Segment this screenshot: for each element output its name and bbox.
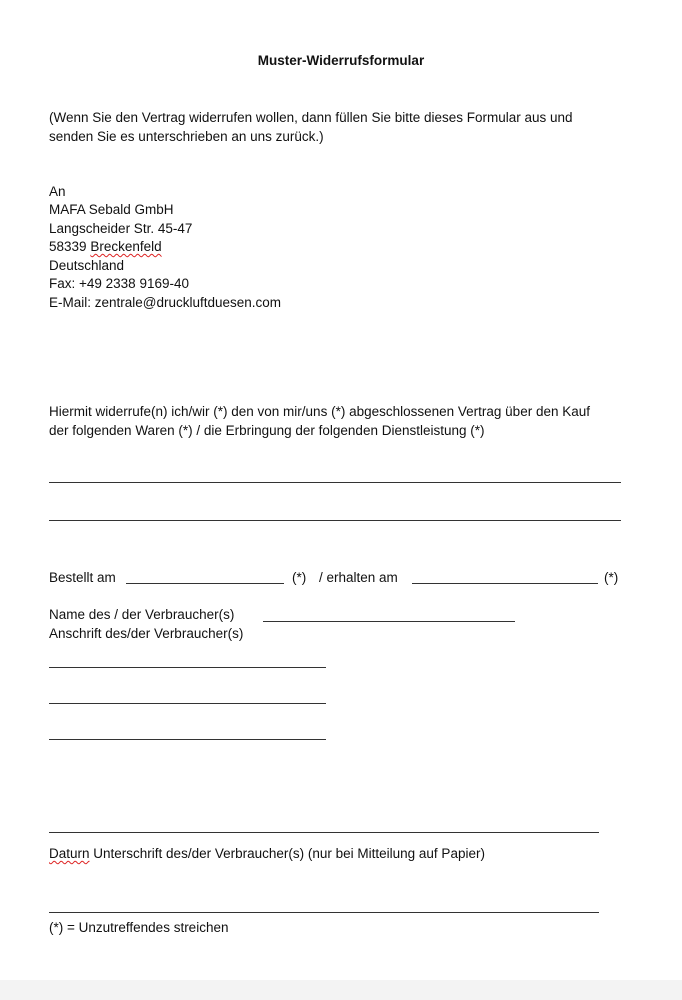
page-bottom-band (0, 980, 682, 1000)
bottom-rule (49, 912, 599, 913)
intro-line-1: (Wenn Sie den Vertrag widerrufen wollen, dann füllen Sie bitte dieses Formular aus und (49, 110, 573, 125)
recipient-country: Deutschland (49, 258, 125, 273)
date-signature-field[interactable] (49, 832, 599, 833)
goods-field-line-2[interactable] (49, 520, 621, 521)
received-label: / erhalten am (319, 570, 398, 585)
consumer-address-label: Anschrift des/der Verbraucher(s) (49, 626, 244, 641)
consumer-name-field[interactable] (263, 621, 515, 622)
consumer-name-label: Name des / der Verbraucher(s) (49, 607, 235, 622)
ordered-marker: (*) (292, 570, 307, 585)
consumer-address-line-1[interactable] (49, 667, 326, 668)
recipient-company: MAFA Sebald GmbH (49, 202, 174, 217)
ordered-label: Bestellt am (49, 570, 116, 585)
consumer-address-line-2[interactable] (49, 703, 326, 704)
recipient-city: Breckenfeld (90, 239, 162, 254)
recipient-street: Langscheider Str. 45-47 (49, 221, 193, 236)
recipient-postal-code: 58339 (49, 239, 87, 254)
received-marker: (*) (604, 570, 619, 585)
recipient-city-line (49, 238, 162, 257)
received-date-field[interactable] (412, 583, 598, 584)
signature-caption-rest: Unterschrift des/der Verbraucher(s) (nur bei Mitteilung auf Papier) (89, 846, 485, 861)
recipient-fax: Fax: +49 2338 9169-40 (49, 276, 189, 291)
signature-caption (49, 845, 485, 864)
recipient-to: An (49, 184, 66, 199)
declaration-line-2: der folgenden Waren (*) / die Erbringung der folgenden Dienstleistung (*) (49, 423, 485, 438)
goods-field-line-1[interactable] (49, 482, 621, 483)
recipient-email: E-Mail: zentrale@druckluftduesen.com (49, 295, 282, 310)
intro-line-2: senden Sie es unterschrieben an uns zurück.) (49, 129, 324, 144)
signature-date-word: Daturn (49, 846, 90, 861)
page-title: Muster-Widerrufsformular (257, 53, 425, 68)
declaration-line-1: Hiermit widerrufe(n) ich/wir (*) den von mir/uns (*) abgeschlossenen Vertrag über den Kauf (49, 404, 590, 419)
footnote: (*) = Unzutreffendes streichen (49, 920, 229, 935)
ordered-date-field[interactable] (126, 583, 284, 584)
consumer-address-line-3[interactable] (49, 739, 326, 740)
